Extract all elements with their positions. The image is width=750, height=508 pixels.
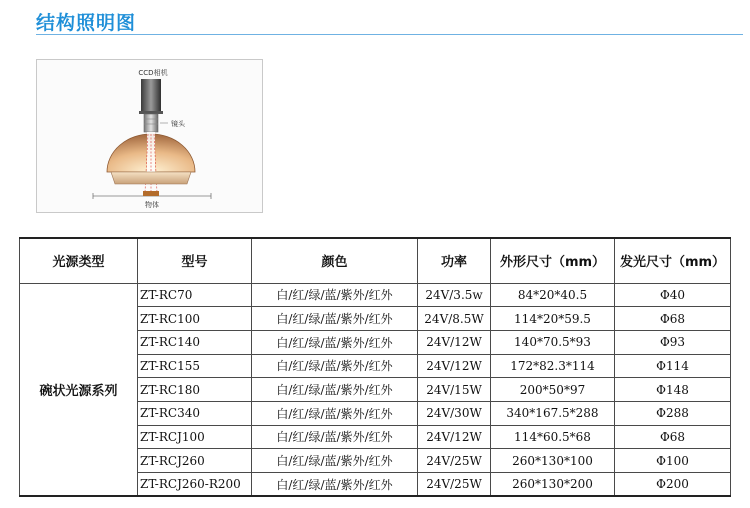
product-spec-table (19, 237, 731, 497)
table-row (20, 283, 731, 307)
camera-ring (139, 111, 163, 114)
dome-base (111, 172, 191, 184)
power-cell: 24V/12W (418, 425, 491, 449)
power-cell: 24V/12W (418, 354, 491, 378)
header-emit-size: 发光尺寸（mm） (615, 238, 731, 283)
header-power: 功率 (418, 238, 491, 283)
power-cell: 24V/12W (418, 330, 491, 354)
outer-size-cell: 140*70.5*93 (491, 330, 615, 354)
outer-size-cell: 114*60.5*68 (491, 425, 615, 449)
header-light-type: 光源类型 (20, 238, 138, 283)
power-cell: 24V/25W (418, 473, 491, 497)
object-label: 物体 (145, 201, 159, 209)
color-cell: 白/红/绿/蓝/紫外/红外 (252, 330, 418, 354)
emit-size-cell: Φ148 (615, 378, 731, 402)
model-cell: ZT-RCJ260-R200 (138, 473, 252, 497)
outer-size-cell: 114*20*59.5 (491, 307, 615, 331)
header-color: 颜色 (252, 238, 418, 283)
lens-icon (144, 114, 158, 132)
color-cell: 白/红/绿/蓝/紫外/红外 (252, 401, 418, 425)
model-cell: ZT-RC70 (138, 283, 252, 307)
structure-illumination-diagram (36, 59, 263, 213)
emit-size-cell: Φ93 (615, 330, 731, 354)
emit-size-cell: Φ68 (615, 307, 731, 331)
emit-size-cell: Φ200 (615, 473, 731, 497)
model-cell: ZT-RC100 (138, 307, 252, 331)
emit-size-cell: Φ114 (615, 354, 731, 378)
outer-size-cell: 260*130*200 (491, 473, 615, 497)
camera-body (141, 79, 161, 113)
model-cell: ZT-RC155 (138, 354, 252, 378)
emit-size-cell: Φ68 (615, 425, 731, 449)
color-cell: 白/红/绿/蓝/紫外/红外 (252, 354, 418, 378)
power-cell: 24V/30W (418, 401, 491, 425)
outer-size-cell: 260*130*100 (491, 449, 615, 473)
outer-size-cell: 340*167.5*288 (491, 401, 615, 425)
power-cell: 24V/3.5w (418, 283, 491, 307)
outer-size-cell: 200*50*97 (491, 378, 615, 402)
page-title: 结构照明图 (36, 12, 137, 34)
outer-size-cell: 84*20*40.5 (491, 283, 615, 307)
power-cell: 24V/15W (418, 378, 491, 402)
header-outer-size: 外形尺寸（mm） (491, 238, 615, 283)
header-model: 型号 (138, 238, 252, 283)
color-cell: 白/红/绿/蓝/紫外/红外 (252, 283, 418, 307)
title-divider (36, 34, 743, 35)
model-cell: ZT-RC180 (138, 378, 252, 402)
color-cell: 白/红/绿/蓝/紫外/红外 (252, 425, 418, 449)
object-icon (143, 191, 159, 196)
power-cell: 24V/25W (418, 449, 491, 473)
power-cell: 24V/8.5W (418, 307, 491, 331)
color-cell: 白/红/绿/蓝/紫外/红外 (252, 378, 418, 402)
model-cell: ZT-RCJ260 (138, 449, 252, 473)
emit-size-cell: Φ40 (615, 283, 731, 307)
color-cell: 白/红/绿/蓝/紫外/红外 (252, 307, 418, 331)
outer-size-cell: 172*82.3*114 (491, 354, 615, 378)
series-cell: 碗状光源系列 (20, 283, 138, 496)
emit-size-cell: Φ288 (615, 401, 731, 425)
table-header-row (20, 238, 731, 283)
model-cell: ZT-RC340 (138, 401, 252, 425)
color-cell: 白/红/绿/蓝/紫外/红外 (252, 449, 418, 473)
model-cell: ZT-RC140 (138, 330, 252, 354)
model-cell: ZT-RCJ100 (138, 425, 252, 449)
diagram-illustration (37, 60, 262, 212)
camera-label: CCD相机 (138, 69, 168, 77)
color-cell: 白/红/绿/蓝/紫外/红外 (252, 473, 418, 497)
lens-label: 镜头 (171, 120, 185, 128)
emit-size-cell: Φ100 (615, 449, 731, 473)
